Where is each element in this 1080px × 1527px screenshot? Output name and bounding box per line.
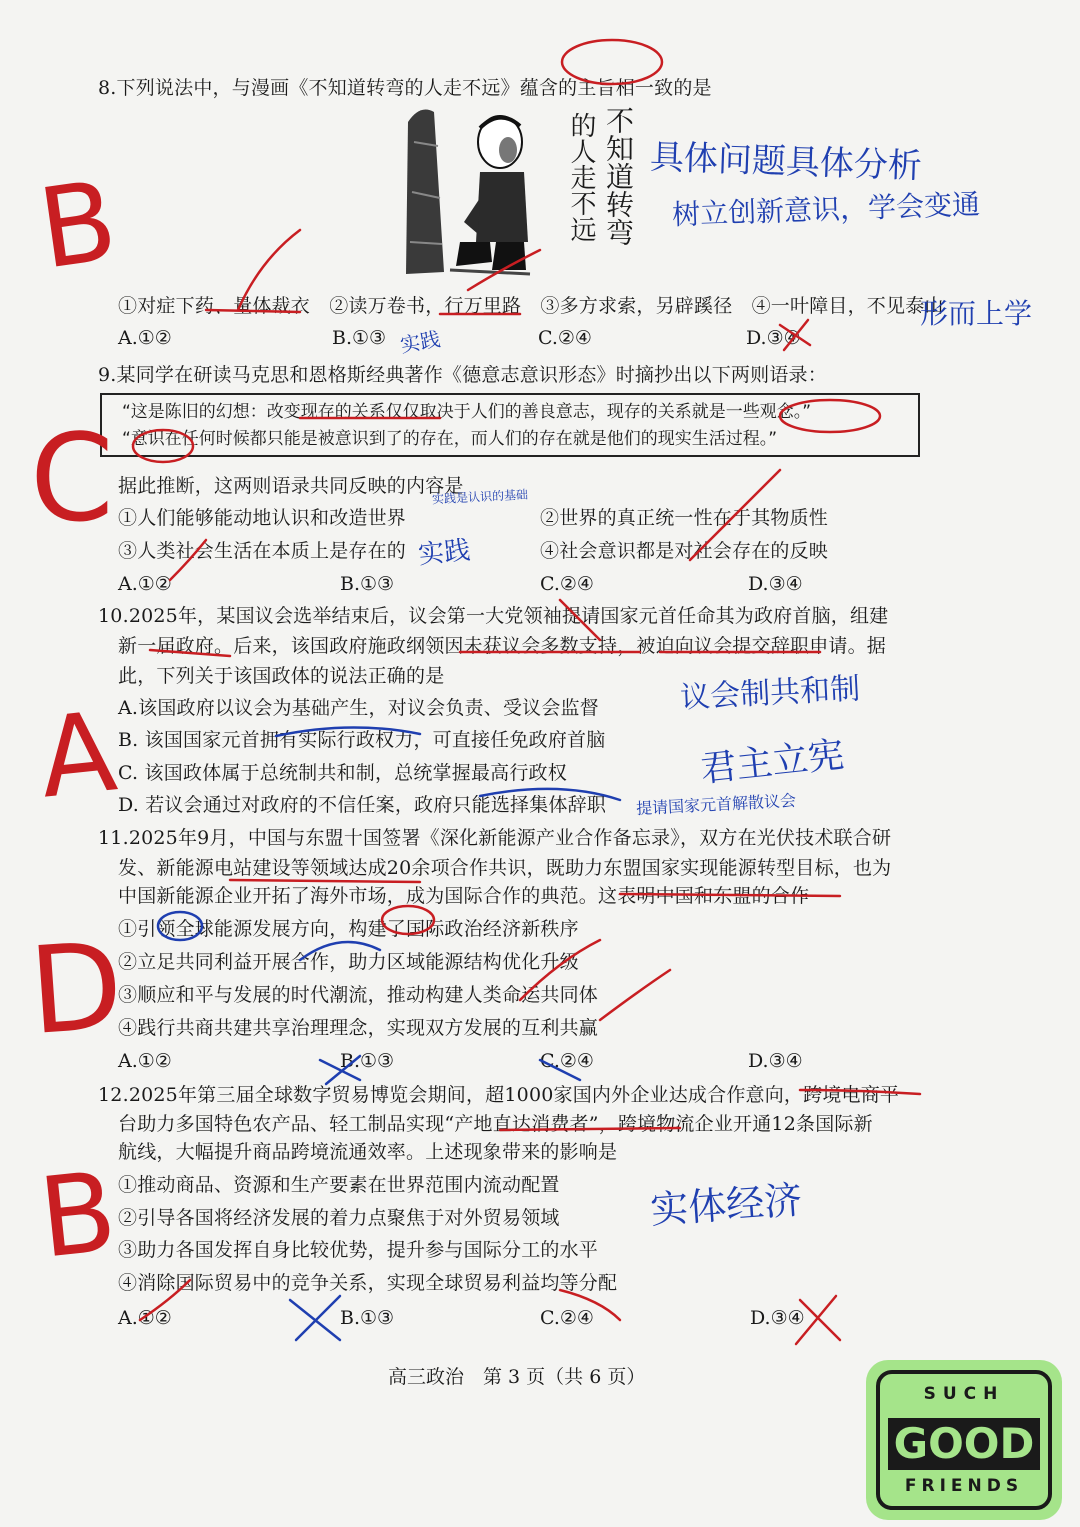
q12-option-c: C.②④ (540, 1307, 594, 1329)
q9-quote-1: “这是陈旧的幻想：改变现存的关系仅仅取决于人们的善良意志，现存的关系就是一些观念。” (122, 402, 812, 422)
cartoon-caption-col2: 的人走不远 (566, 112, 596, 242)
q12-item-2: ②引导各国将经济发展的着力点聚焦于对外贸易领域 (118, 1207, 560, 1229)
q10-option-a: A.该国政府以议会为基础产生，对议会负责、受议会监督 (118, 697, 599, 719)
handwriting-q10-note-3: 提请国家元首解散议会 (635, 790, 797, 819)
cartoon-image (400, 102, 640, 282)
q12-line-2: 台助力多国特色农产品、轻工制品实现“产地直达消费者”，跨境物流企业开通12条国际新 (118, 1113, 873, 1135)
such-good-friends-stamp (866, 1360, 1062, 1520)
q12-item-4: ④消除国际贸易中的竞争关系，实现全球贸易利益均等分配 (118, 1272, 618, 1294)
blue-cross-q12-b (290, 1296, 340, 1340)
q9-option-d: D.③④ (748, 573, 803, 595)
q11-option-d: D.③④ (748, 1050, 803, 1072)
q10-option-c: C. 该国政体属于总统制共和制，总统掌握最高行政权 (118, 762, 567, 784)
q11-item-1: ①引领全球能源发展方向，构建了国际政治经济新秩序 (118, 918, 579, 940)
handwriting-q9-note-2: 实践 (416, 535, 472, 571)
q8-option-a: A.①② (118, 327, 172, 349)
q9-quote-2: “意识在任何时候都只能是被意识到了的存在，而人们的存在就是他们的现实生活过程。” (122, 429, 778, 449)
cartoon-caption-col1: 不知道转弯 (602, 106, 635, 246)
stamp-frame (876, 1370, 1052, 1510)
q11-option-c: C.②④ (540, 1050, 594, 1072)
handwriting-q9-answer: C (30, 410, 114, 549)
q11-line-3: 中国新能源企业开拓了海外市场，成为国际合作的典范。这表明中国和东盟的合作 (118, 885, 810, 907)
q12-option-b: B.①③ (340, 1307, 395, 1329)
handwriting-q8-note-1: 具体问题具体分析 (649, 137, 923, 187)
handwriting-q9-note-1: 实践是认识的基础 (431, 487, 529, 507)
q12-line-1: 12.2025年第三届全球数字贸易博览会期间，超1000家国内外企业达成合作意向，跨境电商平 (98, 1084, 900, 1106)
q8-option-b: B.①③ (332, 327, 387, 349)
q10-option-d: D. 若议会通过对政府的不信任案，政府只能选择集体辞职 (118, 794, 607, 816)
q11-item-2: ②立足共同利益开展合作，助力区域能源结构优化升级 (118, 951, 579, 973)
q11-option-b: B.①③ (340, 1050, 395, 1072)
handwriting-q8-note-2: 树立创新意识，学会变通 (671, 187, 981, 232)
q10-line-2: 新一届政府。后来，该国政府施政纲领因未获议会多数支持，被迫向议会提交辞职申请。据 (118, 635, 887, 657)
q11-line-2: 发、新能源电站建设等领域达成20余项合作共识，既助力东盟国家实现能源转型目标，也为 (118, 857, 892, 879)
q11-item-3: ③顺应和平与发展的时代潮流，推动构建人类命运共同体 (118, 984, 599, 1006)
stamp-line-1: SUCH (923, 1384, 1005, 1404)
q11-line-1: 11.2025年9月，中国与东盟十国签署《深化新能源产业合作备忘录》，双方在光伏技术联合研 (98, 827, 892, 849)
handwriting-q10-note-1: 议会制共和制 (679, 671, 861, 716)
stamp-line-2: GOOD (888, 1418, 1040, 1470)
red-tick-q11-2 (600, 970, 670, 1020)
q9-quote-box (100, 393, 920, 457)
q10-line-3: 此，下列关于该国政体的说法正确的是 (118, 665, 445, 687)
q9-item-3: ③人类社会生活在本质上是存在的 (118, 540, 407, 562)
q11-option-a: A.①② (118, 1050, 172, 1072)
q12-option-d: D.③④ (750, 1307, 805, 1329)
q9-option-b: B.①③ (340, 573, 395, 595)
q9-stem: 9.某同学在研读马克思和恩格斯经典著作《德意志意识形态》时摘抄出以下两则语录： (98, 364, 827, 386)
q9-option-c: C.②④ (540, 573, 594, 595)
handwriting-q12-answer: B (33, 1147, 122, 1283)
red-underline-q11-1 (230, 880, 420, 882)
handwriting-q8-answer: B (31, 156, 125, 294)
handwriting-q12-note-1: 实体经济 (648, 1177, 804, 1233)
q12-option-a: A.①② (118, 1307, 172, 1329)
q11-item-4: ④践行共商共建共享治理理念，实现双方发展的互利共赢 (118, 1017, 599, 1039)
q8-option-c: C.②④ (538, 327, 592, 349)
q9-item-2: ②世界的真正统一性在于其物质性 (540, 507, 829, 529)
q12-item-3: ③助力各国发挥自身比较优势，提升参与国际分工的水平 (118, 1239, 599, 1261)
handwriting-q11-answer: D (25, 916, 128, 1063)
q9-ask: 据此推断，这两则语录共同反映的内容是 (118, 475, 464, 497)
q8-option-d: D.③④ (746, 327, 801, 349)
q10-line-1: 10.2025年，某国议会选举结束后，议会第一大党领袖提请国家元首任命其为政府首脑，组建 (98, 605, 889, 627)
handwriting-q8-note-4: 实践 (398, 326, 443, 358)
q9-option-a: A.①② (118, 573, 172, 595)
handwriting-q10-answer: A (33, 687, 122, 823)
q10-option-b: B. 该国国家元首拥有实际行政权力，可直接任免政府首脑 (118, 729, 606, 751)
q9-item-1: ①人们能够能动地认识和改造世界 (118, 507, 407, 529)
q12-line-3: 航线，大幅提升商品跨境流通效率。上述现象带来的影响是 (118, 1141, 618, 1163)
handwriting-q8-note-3: 形而上学 (920, 297, 1033, 330)
q8-items: ①对症下药、量体裁衣 ②读万卷书，行万里路 ③多方求索，另辟蹊径 ④一叶障目，不见泰山 (118, 295, 944, 317)
handwriting-q10-note-2: 君主立宪 (698, 734, 847, 791)
q12-item-1: ①推动商品、资源和生产要素在世界范围内流动配置 (118, 1174, 560, 1196)
stamp-line-3: FRIENDS (904, 1476, 1024, 1496)
q9-item-4: ④社会意识都是对社会存在的反映 (540, 540, 829, 562)
q8-stem: 8.下列说法中，与漫画《不知道转弯的人走不远》蕴含的主旨相一致的是 (98, 77, 712, 99)
page-footer: 高三政治 第 3 页（共 6 页） (388, 1366, 646, 1388)
